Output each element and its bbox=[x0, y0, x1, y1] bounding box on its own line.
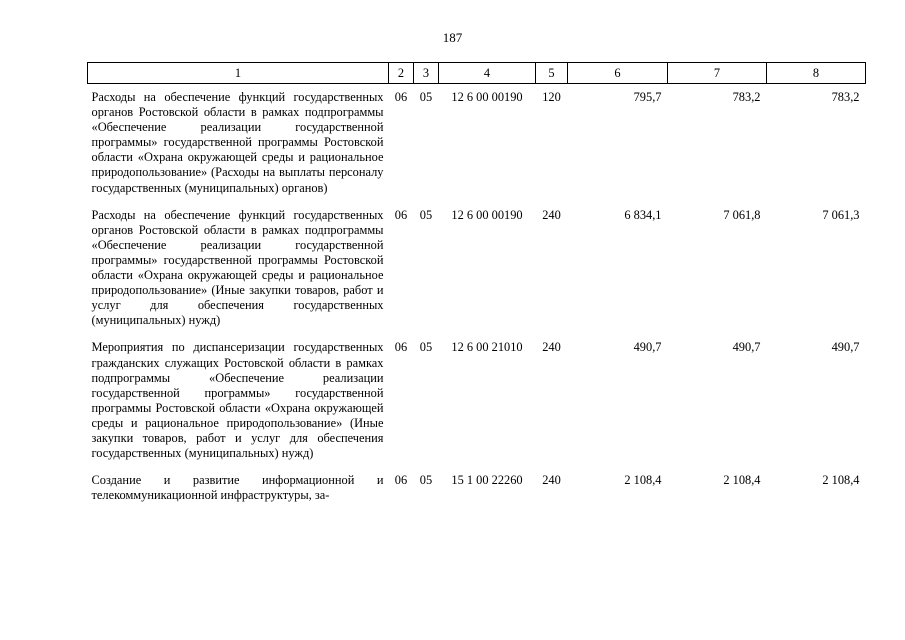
row-target-code: 12 6 00 00190 bbox=[451, 207, 523, 222]
row-value-col8: 7 061,3 bbox=[822, 207, 860, 222]
table-row bbox=[88, 202, 866, 335]
table-header bbox=[88, 63, 866, 84]
row-section-code: 06 bbox=[394, 473, 408, 488]
row-expense-type: 240 bbox=[542, 473, 561, 488]
header-col-2: 2 bbox=[389, 63, 414, 84]
row-target-code: 12 6 00 21010 bbox=[451, 340, 523, 355]
header-col-3: 3 bbox=[414, 63, 439, 84]
row-target-code: 12 6 00 00190 bbox=[451, 90, 523, 104]
header-col-6: 6 bbox=[568, 63, 668, 84]
row-subsection-code: 05 bbox=[419, 90, 433, 104]
row-value-col6: 2 108,4 bbox=[624, 473, 662, 488]
row-value-col8: 2 108,4 bbox=[822, 473, 860, 488]
row-value-col7: 2 108,4 bbox=[723, 473, 761, 488]
row-target-code: 15 1 00 22260 bbox=[451, 473, 523, 488]
header-col-4: 4 bbox=[439, 63, 536, 84]
row-value-col6: 490,7 bbox=[633, 340, 662, 355]
header-col-7: 7 bbox=[668, 63, 767, 84]
table-row bbox=[88, 84, 866, 202]
table-row bbox=[88, 334, 866, 467]
row-value-col7: 783,2 bbox=[732, 90, 761, 104]
header-col-8: 8 bbox=[767, 63, 866, 84]
row-description: Расходы на обеспечение функций государственных органов Ростовской области в рамках подпрограммы «Обеспечение реализации государственной программы» государственной программы Ростовской области «Охрана окружающей среды и рациональное природопользование» (Иные закупки товаров, работ и услуг для обеспечения государственных (муниципальных) нужд) bbox=[91, 207, 384, 328]
row-expense-type: 120 bbox=[542, 90, 561, 104]
row-section-code: 06 bbox=[394, 207, 408, 222]
row-description: Расходы на обеспечение функций государственных органов Ростовской области в рамках подпрограммы «Обеспечение реализации государственной программы» государственной программы Ростовской области «Охрана окружающей среды и рациональное природопользование» (Расходы на выплаты персоналу государственных (муниципальных) органов) bbox=[91, 90, 384, 195]
row-value-col8: 490,7 bbox=[831, 340, 860, 355]
table-row bbox=[88, 467, 866, 509]
page-number: 187 bbox=[442, 30, 463, 45]
row-section-code: 06 bbox=[394, 90, 408, 104]
row-value-col8: 783,2 bbox=[831, 90, 860, 104]
row-value-col6: 795,7 bbox=[633, 90, 662, 104]
row-description: Мероприятия по диспансеризации государственных гражданских служащих Ростовской области в рамках подпрограммы «Обеспечение реализации государственной программы» государственной программы Ростовской области «Охрана окружающей среды и рациональное природопользование» (Иные закупки товаров, работ и услуг для обеспечения государственных (муниципальных) нужд) bbox=[91, 340, 384, 461]
row-subsection-code: 05 bbox=[419, 207, 433, 222]
budget-table bbox=[87, 62, 866, 509]
row-expense-type: 240 bbox=[542, 207, 561, 222]
header-row bbox=[88, 63, 866, 84]
row-section-code: 06 bbox=[394, 340, 408, 355]
row-subsection-code: 05 bbox=[419, 473, 433, 488]
table-body bbox=[88, 84, 866, 510]
row-description: Создание и развитие информационной и телекоммуникационной инфраструктуры, за- bbox=[91, 473, 384, 503]
row-value-col7: 490,7 bbox=[732, 340, 761, 355]
header-col-1: 1 bbox=[88, 63, 389, 84]
header-col-5: 5 bbox=[536, 63, 568, 84]
row-expense-type: 240 bbox=[542, 340, 561, 355]
row-value-col6: 6 834,1 bbox=[624, 207, 662, 222]
row-subsection-code: 05 bbox=[419, 340, 433, 355]
row-value-col7: 7 061,8 bbox=[723, 207, 761, 222]
